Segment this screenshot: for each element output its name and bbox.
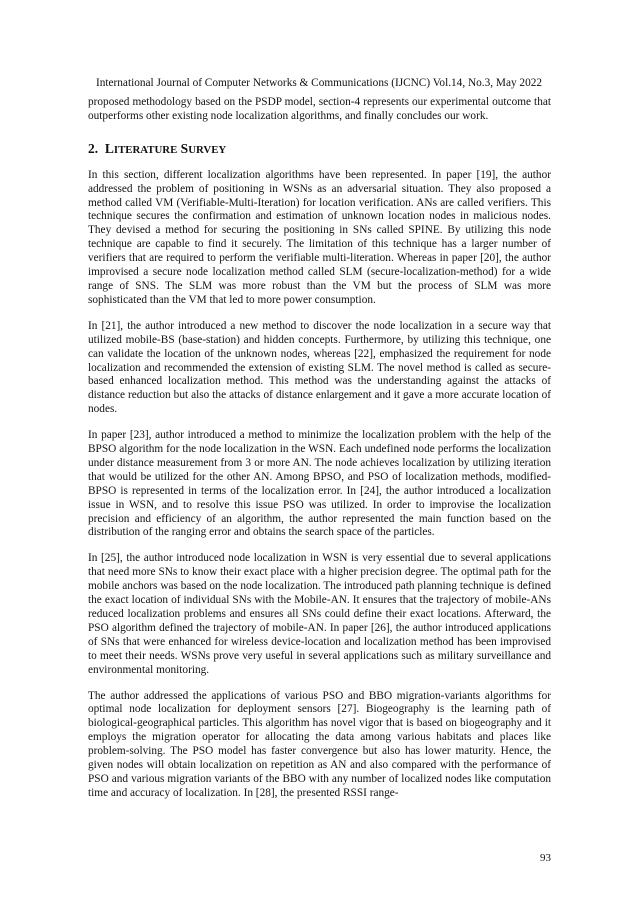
running-head: International Journal of Computer Networks & Communications (IJCNC) Vol.14, No.3, May 2022 xyxy=(95,77,543,89)
page-content xyxy=(88,96,551,813)
body-paragraph-4: In [25], the author introduced node localization in WSN is very essential due to several applications that need more SNs to know their exact place with a higher precision degree. The optimal path for the mobile anchors was based on the node localization. The introduced path planning technique is defined the exact location of individual SNs with the Mobile-AN. It ensures that the trajectory of mobile-ANs reduced localization problems and ensures all SNs could define their exact locations. Afterward, the PSO algorithm defined the trajectory of mobile-AN. In paper [26], the author introduced applications of SNs that were enhanced for wireless device-location and localization method has been improvised to meet their needs. WSNs prove very useful in several applications such as military surveillance and environmental monitoring. xyxy=(88,552,551,676)
section-title-urvey: URVEY xyxy=(188,143,227,156)
section-title-iterature: ITERATURE xyxy=(113,143,178,156)
section-number: 2. xyxy=(88,140,99,156)
section-title-initial-s: S xyxy=(180,140,189,156)
body-paragraph-5: The author addressed the applications of various PSO and BBO migration-variants algorithms for optimal node localization for deployment sensors [27]. Biogeography is the learning path of biological-geographical particles. This algorithm has novel vigor that is based on biogeography and it employs the migration operator for allocating the data among various habitats and places like problem-solving. The PSO model has faster convergence but also has lower maturity. Hence, the given nodes will obtain localization on repetition as AN and also compared with the performance of PSO and various migration variants of the BBO with any number of localized nodes like computation time and accuracy of localization. In [28], the presented RSSI range- xyxy=(88,689,551,799)
intro-paragraph-tail: proposed methodology based on the PSDP model, section-4 represents our experimental outcome that outperforms other existing node localization algorithms, and finally concludes our work. xyxy=(88,96,551,122)
body-paragraph-3: In paper [23], author introduced a method to minimize the localization problem with the help of the BPSO algorithm for the node localization in the WSN. Each undefined node performs the localization under distance measurement from 3 or more AN. The node achieves localization by utilizing iteration that would be utilized for the other AN. Among BPSO, and PSO of localization methods, modified-BPSO is represented in terms of the localization error. In [24], the author introduced a localization issue in WSN, and to resolve this issue PSO was utilized. In order to improvise the localization precision and efficiency of an algorithm, the author represented the main function based on the distribution of the ranging error and obtains the search space of the particles. xyxy=(88,429,551,539)
section-heading xyxy=(88,142,551,158)
section-title-initial-l: L xyxy=(104,140,114,156)
body-paragraph-2: In [21], the author introduced a new method to discover the node localization in a secure way that utilized mobile-BS (base-station) and hidden concepts. Furthermore, by utilizing this technique, one can validate the location of the unknown nodes, whereas [22], emphasized the requirement for node localization and recommended the extension of existing SLM. The novel method is called as secure-based enhanced localization method. This method was the understanding against the attacks of distance reduction but also the attacks of distance enlargement and it gave a more accurate location of nodes. xyxy=(88,319,551,416)
body-paragraph-1: In this section, different localization algorithms have been represented. In paper [19], the author addressed the problem of positioning in WSNs as an adversarial situation. They also proposed a method called VM (Verifiable-Multi-Iteration) for location verification. ANs are called verifiers. This technique secures the confirmation and estimation of unknown location nodes in malicious nodes. They devised a method for securing the positioning in SNs called SPINE. By utilizing this node technique are capable to find it securely. The limitation of this technique has a larger number of verifiers that are required to perform the verifiable multi-literation. Whereas in paper [20], the author improvised a secure node localization method called SLM (secure-localization-method) for a wide range of SNS. The SLM was more robust than the VM but the process of SLM was more sophisticated than the VM that led to more power consumption. xyxy=(88,168,551,306)
page-number: 93 xyxy=(540,852,551,864)
